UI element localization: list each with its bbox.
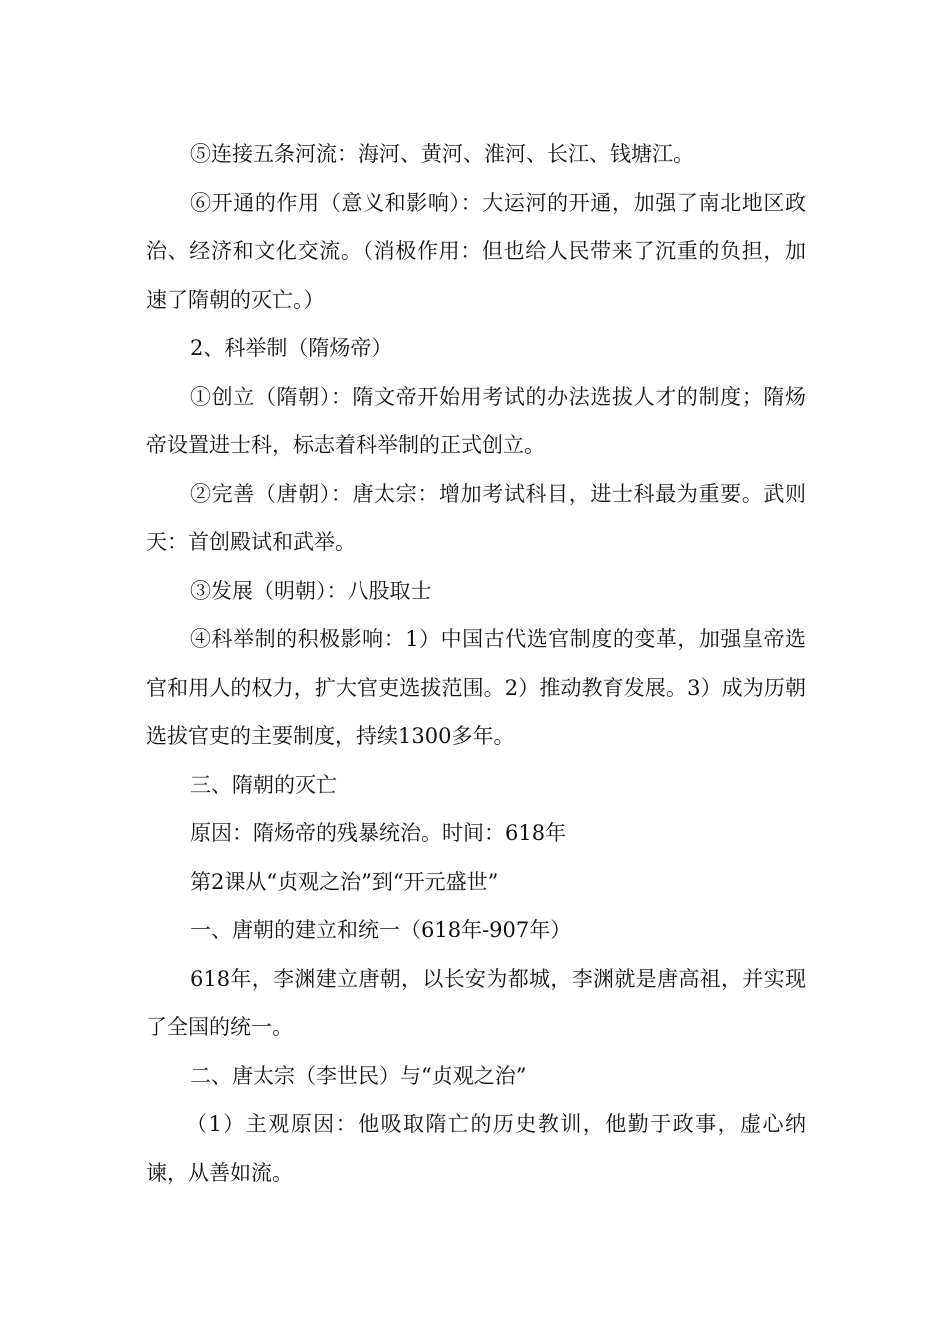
paragraph-keju-influence: ④科举制的积极影响：1）中国古代选官制度的变革，加强皇帝选官和用人的权力，扩大官吏选拔范围。2）推动教育发展。3）成为历朝选拔官吏的主要制度，持续1300多年。 — [146, 627, 806, 748]
paragraph-sui-fall-reason: 原因：隋炀帝的残暴统治。时间：618年 — [190, 821, 567, 845]
lesson-title: 第2课从“贞观之治”到“开元盛世” — [190, 869, 499, 894]
paragraph-keju-heading: 2、科举制（隋炀帝） — [190, 336, 393, 360]
paragraph-five-rivers: ⑤连接五条河流：海河、黄河、淮河、长江、钱塘江。 — [190, 142, 694, 166]
paragraph-subjective-reason: （1）主观原因：他吸取隋亡的历史教训，他勤于政事，虚心纳谏，从善如流。 — [146, 1112, 806, 1185]
section-heading-sui-fall: 三、隋朝的灭亡 — [190, 772, 337, 797]
paragraph-canal-impact: ⑥开通的作用（意义和影响）：大运河的开通，加强了南北地区政治、经济和文化交流。（消极作用：但也给人民带来了沉重的负担，加速了隋朝的灭亡。） — [146, 190, 806, 312]
paragraph-keju-improvement: ②完善（唐朝）：唐太宗：增加考试科目，进士科最为重要。武则天：首创殿试和武举。 — [146, 481, 806, 554]
document-body — [146, 130, 806, 1197]
paragraph-keju-development: ③发展（明朝）：八股取士 — [190, 578, 432, 603]
section-heading-zhenguan: 二、唐太宗（李世民）与“贞观之治” — [190, 1063, 527, 1088]
paragraph-tang-founding: 618年，李渊建立唐朝，以长安为都城，李渊就是唐高祖，并实现了全国的统一。 — [146, 966, 806, 1039]
section-heading-tang-founding: 一、唐朝的建立和统一（618年-907年） — [190, 918, 572, 942]
paragraph-keju-founding: ①创立（隋朝）：隋文帝开始用考试的办法选拔人才的制度；隋炀帝设置进士科，标志着科举制的正式创立。 — [146, 384, 806, 457]
